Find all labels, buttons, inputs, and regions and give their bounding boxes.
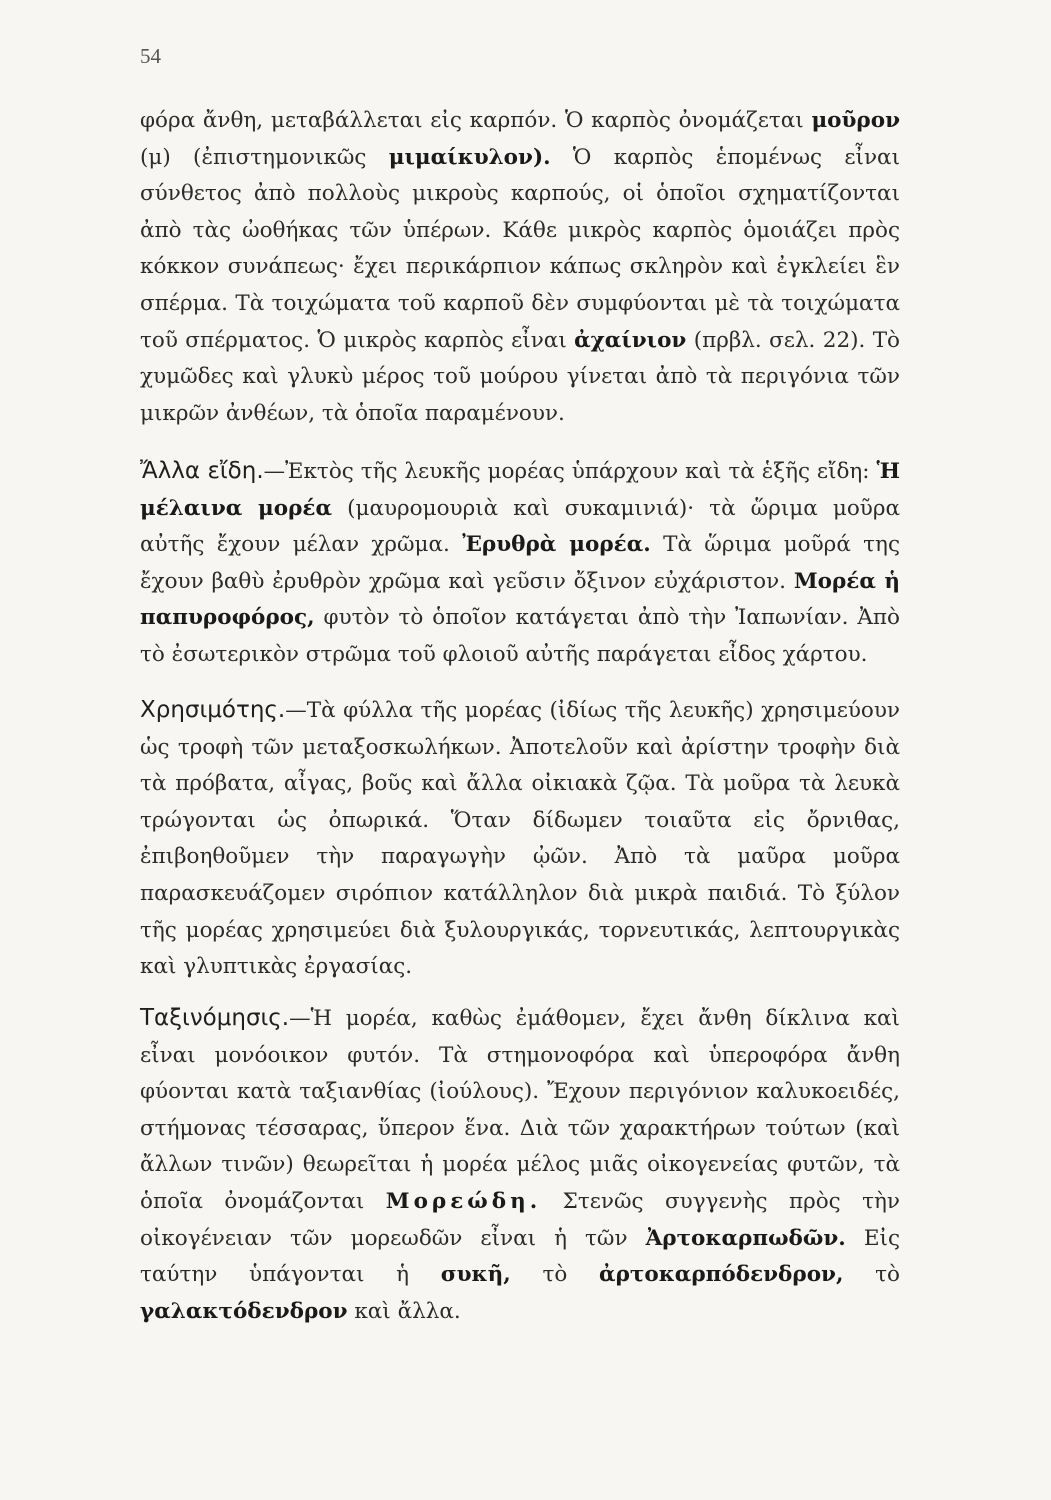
text-segment: τὸ [843,1262,900,1288]
bold-term-black-mulberry: Ἡ μέλαινα μορέα [140,459,900,521]
bold-term-achainion: ἀχαίνιον [574,327,687,353]
bold-term-red-mulberry: Ἐρυθρὰ μορέα. [462,532,651,558]
paragraph-fruit [140,103,900,432]
paragraph-classification [140,1000,900,1330]
text-segment: Στενῶς συγγενὴς πρὸς τὴν οἰκογένειαν τῶν μορεωδῶν εἶναι ἡ τῶν [140,1188,900,1251]
text-segment: φυτὸν τὸ ὁποῖον κατάγεται ἀπὸ τὴν Ἰαπωνίαν. Ἀπὸ τὸ ἐσωτερικὸν στρῶμα τοῦ φλοιοῦ αὐτῆς παράγεται εἶδος χάρτου. [140,605,900,667]
paragraph-other-species-text [140,453,900,674]
bold-term-syke: συκῆ, [440,1262,511,1288]
paragraph-other-species [140,453,900,674]
text-segment: Εἰς ταύτην ὑπάγονται ἡ [140,1225,900,1288]
bold-term-mimaikylon: μιμαίκυλον). [388,144,551,170]
text-segment: καὶ ἄλλα. [347,1298,461,1324]
section-heading-usefulness: Χρησιμότης. [140,697,286,723]
section-heading-classification: Ταξινόμησις. [140,1005,290,1031]
paragraph-classification-text [140,1000,900,1330]
text-segment: Ὁ καρπὸς ἑπομένως εἶναι σύνθετος ἀπὸ πολλοὺς μικροὺς καρπούς, οἱ ὁποῖοι σχηματίζονται ἀπὸ τὰς ὠοθήκας τῶν ὑπέρων. Κάθε μικρὸς καρπὸς ὁμοιάζει πρὸς κόκκον συνάπεως· ἔχει περικάρπιον κάπως σκληρὸν καὶ ἐγκλείει ἓν σπέρμα. Τὰ τοιχώματα τοῦ καρποῦ δὲν συμφύονται μὲ τὰ τοιχώματα τοῦ σπέρματος. Ὁ μικρὸς καρπὸς εἶναι [140,144,900,353]
text-segment: —Ἐκτὸς τῆς λευκῆς μορέας ὑπάρχουν καὶ τὰ ἑξῆς εἴδη: [263,459,877,484]
text-segment: (πρβλ. σελ. 22). Τὸ χυμῶδες καὶ γλυκὺ μέρος τοῦ μούρου γίνεται ἀπὸ τὰ περιγόνια τῶν μικρῶν ἀνθέων, τὰ ὁποῖα παραμένουν. [140,327,900,426]
text-segment: —Τὰ φύλλα τῆς μορέας (ἰδίως τῆς λευκῆς) χρησιμεύουν ὡς τροφὴ τῶν μεταξοσκωλήκων. Ἀποτελοῦν καὶ ἀρίστην τροφὴν διὰ τὰ πρόβατα, αἶγας, βοῦς καὶ ἄλλα οἰκιακὰ ζῷα. Τὰ μοῦρα τὰ λευκὰ τρώγονται ὡς ὀπωρικά. Ὅταν δίδωμεν τοιαῦτα εἰς ὄρνιθας, ἐπιβοηθοῦμεν τὴν παραγωγὴν ᾠῶν. Ἀπὸ τὰ μαῦρα μοῦρα παρασκευάζομεν σιρόπιον κατάλληλον διὰ μικρὰ παιδιά. Τὸ ξύλον τῆς μορέας χρησιμεύει διὰ ξυλουργικάς, τορνευτικάς, λεπτουργικὰς καὶ γλυπτικὰς ἐργασίας. [140,698,900,980]
page-number: 54 [140,44,161,68]
text-segment: τὸ [510,1262,600,1288]
bold-term-moreode: Μορεώδη. [385,1188,542,1214]
text-segment: (μ) (ἐπιστημονικῶς [140,144,389,170]
bold-term-mouron: μοῦρον [811,108,900,133]
bold-term-artokarpodendron: ἀρτοκαρπόδενδρον, [599,1262,844,1288]
bold-term-galaktodendron: γαλακτόδενδρον [140,1298,348,1324]
paragraph-usefulness-text [140,692,900,986]
text-segment: Τὰ ὥριμα μοῦρά της ἔχουν βαθὺ ἐρυθρὸν χρῶμα καὶ γεῦσιν ὄξινον εὐχάριστον. [140,532,900,594]
section-heading-other-species: Ἄλλα εἴδη. [140,458,264,484]
bold-term-artokarpode: Ἀρτοκαρπωδῶν. [645,1225,846,1251]
paragraph-fruit-text [140,103,900,432]
text-segment: φόρα ἄνθη, μεταβάλλεται εἰς καρπόν. Ὁ καρπὸς ὀνομάζεται [140,108,812,133]
paragraph-usefulness [140,692,900,986]
text-segment: —Ἡ μορέα, καθὼς ἐμάθομεν, ἔχει ἄνθη δίκλινα καὶ εἶναι μονόοικον φυτόν. Τὰ στημονοφόρα καὶ ὑπεροφόρα ἄνθη φύονται κατὰ ταξιανθίας (ἰούλους). Ἔχουν περιγόνιον καλυκοειδές, στήμονας τέσσαρας, ὕπερον ἕνα. Διὰ τῶν χαρακτήρων τούτων (καὶ ἄλλων τινῶν) θεωρεῖται ἡ μορέα μέλος μιᾶς οἰκογενείας φυτῶν, τὰ ὁποῖα ὀνομάζονται [140,1006,900,1214]
text-segment: (μαυρομουριὰ καὶ συκαμινιά)· τὰ ὥριμα μοῦρα αὐτῆς ἔχουν μέλαν χρῶμα. [140,495,900,558]
bold-term-paper-mulberry: Μορέα ἡ παπυροφόρος, [140,568,900,631]
